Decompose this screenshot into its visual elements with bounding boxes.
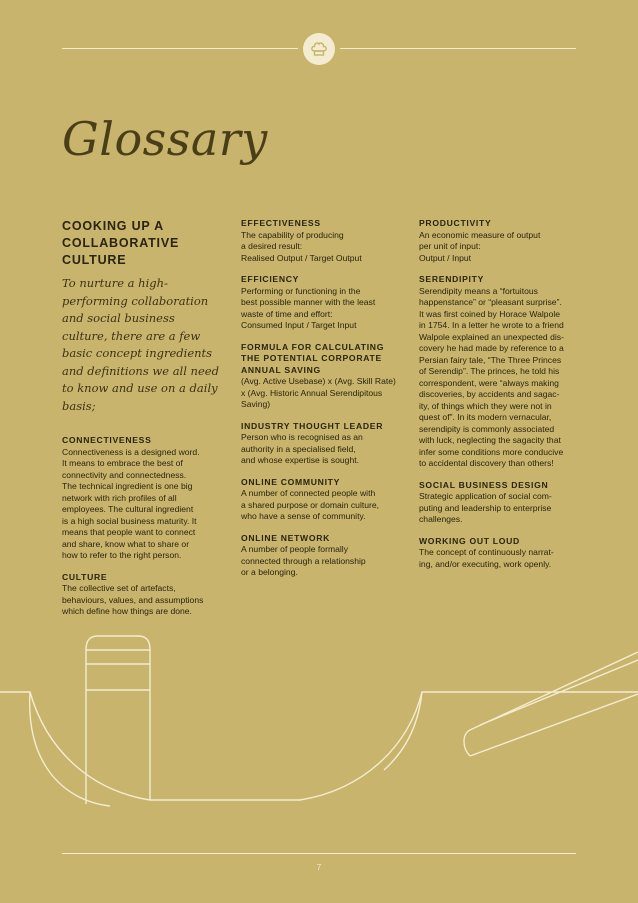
glossary-entry	[241, 342, 403, 411]
pan-and-jar-illustration	[0, 620, 638, 820]
glossary-term: INDUSTRY THOUGHT LEADER	[241, 420, 384, 431]
glossary-definition: Connectiveness is a designed word. It means to embrace the best of connectivity and connectedness. The technical ingredient is one big network with rich profiles of all employees. The cultural ingredient is a high social business maturity. It means that people want to connect and share, know what to share or how to refer to the right person.	[62, 446, 200, 560]
glossary-term: CONNECTIVENESS	[62, 435, 152, 445]
intro-heading-line1: COOKING UP A	[62, 219, 164, 233]
glossary-definition: (Avg. Active Usebase) x (Avg. Skill Rate) x (Avg. Historic Annual Serendipitous Saving)	[241, 376, 396, 409]
glossary-entry	[241, 274, 403, 332]
glossary-entry	[241, 421, 403, 467]
glossary-term: CULTURE	[62, 571, 108, 582]
glossary-entry	[419, 536, 584, 571]
glossary-definition: An economic measure of output per unit of input: Output / Input	[419, 229, 541, 263]
glossary-term: ONLINE COMMUNITY	[241, 476, 341, 487]
glossary-entry	[241, 533, 403, 579]
glossary-definition: A number of connected people with a shared purpose or domain culture, who have a sense of community.	[241, 488, 380, 521]
glossary-definition: Person who is recognised as an authority in a specialised field, and whose expertise is sought.	[241, 432, 363, 465]
glossary-term: SERENDIPITY	[419, 274, 485, 284]
page-number: 7	[316, 863, 322, 872]
column-3	[419, 218, 584, 580]
glossary-entry	[241, 218, 403, 264]
intro-heading-line2: COLLABORATIVE CULTURE	[62, 236, 180, 267]
glossary-entry	[62, 572, 222, 618]
glossary-term: EFFICIENCY	[241, 274, 300, 284]
glossary-definition: The collective set of artefacts, behaviours, values, and assumptions which define how things are done.	[62, 583, 204, 616]
glossary-term: PRODUCTIVITY	[419, 218, 492, 228]
glossary-term: ONLINE NETWORK	[241, 532, 331, 543]
glossary-definition: Serendipity means a “fortuitous happenstance” or “pleasant surprise”. It was first coined by Horace Walpole in 1754. In a letter he wrote to a friend Walpole explained an unexpected dis- covery he had made by reference to a Persian fairy tale, “The Three Princes of Serendip”. The princes, he told his correspondent, were “always making discoveries, by accidents and sagac- ity, of things which they were not in quest of”. In its modern vernacular, serendipity is commonly associated with luck, neglecting the sagacity that infer some conditions more conducive to accidental discovery than others!	[419, 285, 564, 468]
bottom-rule	[62, 853, 576, 854]
glossary-definition: Performing or functioning in the best possible manner with the least waste of time and effort: Consumed Input / Target Input	[241, 285, 376, 330]
intro-text: To nurture a high-performing collaboration and social business culture, there are a few basic concept ingredients and definitions we all need to know and use on a daily basis;	[62, 276, 219, 413]
page-title: Glossary	[62, 112, 268, 166]
intro-heading	[62, 218, 222, 269]
glossary-entry	[419, 218, 584, 264]
column-2	[241, 218, 403, 589]
glossary-definition: The concept of continuously narrat- ing, and/or executing, work openly.	[419, 547, 554, 569]
glossary-entry	[62, 435, 222, 562]
glossary-entry	[419, 480, 584, 526]
glossary-definition: Strategic application of social com- puting and leadership to enterprise challenges.	[419, 491, 552, 524]
glossary-entry	[419, 274, 584, 470]
top-rule-right	[340, 48, 576, 49]
glossary-term: WORKING OUT LOUD	[419, 535, 520, 546]
glossary-definition: A number of people formally connected through a relationship or a belonging.	[241, 544, 366, 577]
glossary-term: SOCIAL BUSINESS DESIGN	[419, 479, 549, 490]
top-rule-left	[62, 48, 298, 49]
glossary-term: EFFECTIVENESS	[241, 218, 321, 228]
column-1	[62, 218, 222, 628]
glossary-entry	[241, 477, 403, 523]
glossary-definition: The capability of producing a desired result: Realised Output / Target Output	[241, 229, 362, 263]
glossary-term: FORMULA FOR CALCULATING THE POTENTIAL CORPORATE ANNUAL SAVING	[241, 341, 385, 375]
chef-hat-icon	[303, 33, 335, 65]
